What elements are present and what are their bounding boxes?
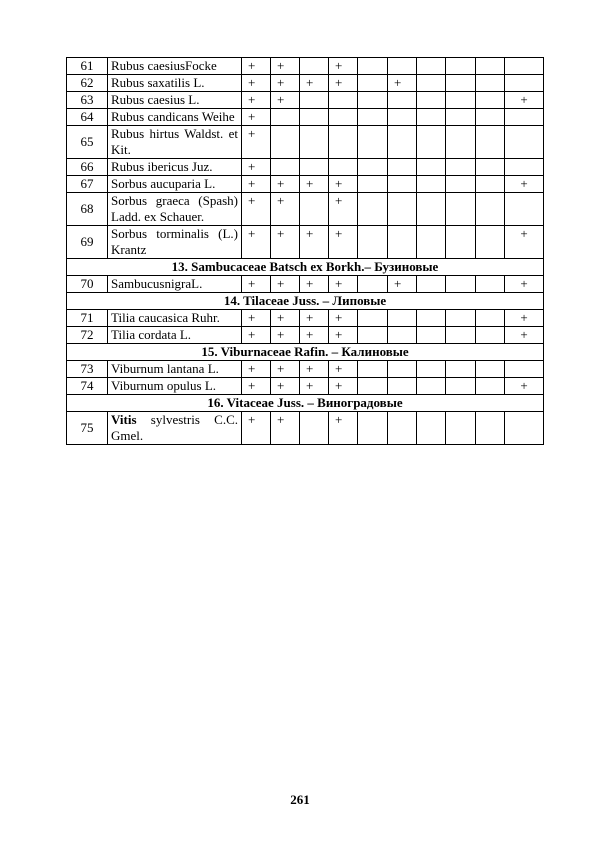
- presence-mark: [505, 58, 544, 75]
- presence-mark: [446, 412, 476, 445]
- presence-mark: [358, 126, 388, 159]
- presence-mark: +: [329, 412, 358, 445]
- presence-mark: [271, 126, 300, 159]
- row-number: 74: [67, 378, 108, 395]
- presence-mark: [476, 193, 505, 226]
- presence-mark: +: [300, 226, 329, 259]
- presence-mark: [388, 126, 417, 159]
- presence-mark: +: [300, 310, 329, 327]
- page-number: 261: [290, 792, 310, 807]
- presence-mark: [476, 276, 505, 293]
- table-row: [67, 193, 544, 226]
- species-name: Sorbus torminalis (L.) Krantz: [108, 226, 242, 259]
- presence-mark: +: [242, 58, 271, 75]
- row-number: 68: [67, 193, 108, 226]
- presence-mark: +: [329, 378, 358, 395]
- presence-mark: +: [242, 92, 271, 109]
- species-name: Rubus hirtus Waldst. et Kit.: [108, 126, 242, 159]
- presence-mark: [476, 126, 505, 159]
- species-table-grid: [66, 57, 544, 445]
- presence-mark: [476, 378, 505, 395]
- presence-mark: [476, 92, 505, 109]
- presence-mark: [300, 193, 329, 226]
- presence-mark: [329, 126, 358, 159]
- row-number: 71: [67, 310, 108, 327]
- family-heading: 15. Viburnaceae Rafin. – Калиновые: [67, 344, 544, 361]
- species-epithet: sylvestris C.C. Gmel.: [111, 412, 238, 443]
- presence-mark: [446, 378, 476, 395]
- presence-mark: +: [300, 361, 329, 378]
- presence-mark: [476, 75, 505, 92]
- table-row: [67, 109, 544, 126]
- row-number: 70: [67, 276, 108, 293]
- presence-mark: [388, 226, 417, 259]
- species-name: Viburnum lantana L.: [108, 361, 242, 378]
- presence-mark: +: [329, 226, 358, 259]
- presence-mark: [388, 58, 417, 75]
- presence-mark: [446, 58, 476, 75]
- presence-mark: [300, 58, 329, 75]
- presence-mark: [417, 176, 446, 193]
- presence-mark: +: [242, 327, 271, 344]
- presence-mark: +: [271, 276, 300, 293]
- row-number: 67: [67, 176, 108, 193]
- presence-mark: +: [329, 361, 358, 378]
- family-heading-row: [67, 259, 544, 276]
- presence-mark: [505, 109, 544, 126]
- table-row: [67, 75, 544, 92]
- presence-mark: +: [242, 361, 271, 378]
- row-number: 69: [67, 226, 108, 259]
- presence-mark: +: [242, 276, 271, 293]
- presence-mark: +: [300, 327, 329, 344]
- presence-mark: [417, 58, 446, 75]
- presence-mark: +: [505, 176, 544, 193]
- presence-mark: [505, 75, 544, 92]
- species-name: Viburnum opulus L.: [108, 378, 242, 395]
- presence-mark: +: [505, 226, 544, 259]
- table-row: [67, 361, 544, 378]
- row-number: 64: [67, 109, 108, 126]
- presence-mark: [329, 159, 358, 176]
- presence-mark: [358, 226, 388, 259]
- presence-mark: [446, 226, 476, 259]
- presence-mark: +: [329, 193, 358, 226]
- presence-mark: [476, 58, 505, 75]
- presence-mark: [417, 276, 446, 293]
- species-name: Tilia cordata L.: [108, 327, 242, 344]
- presence-mark: [388, 109, 417, 126]
- species-name: Rubus caesius L.: [108, 92, 242, 109]
- presence-mark: [446, 176, 476, 193]
- family-heading: 13. Sambucaceae Batsch ex Borkh.– Бузиновые: [67, 259, 544, 276]
- presence-mark: +: [242, 226, 271, 259]
- presence-mark: [446, 92, 476, 109]
- row-number: 75: [67, 412, 108, 445]
- presence-mark: [388, 310, 417, 327]
- presence-mark: [358, 276, 388, 293]
- table-row: [67, 327, 544, 344]
- presence-mark: [417, 378, 446, 395]
- species-name: Rubus candicans Weihe: [108, 109, 242, 126]
- presence-mark: [417, 126, 446, 159]
- presence-mark: [358, 176, 388, 193]
- presence-mark: +: [242, 412, 271, 445]
- presence-mark: +: [271, 412, 300, 445]
- presence-mark: [446, 193, 476, 226]
- table-row: [67, 276, 544, 293]
- family-heading-row: [67, 395, 544, 412]
- presence-mark: +: [242, 126, 271, 159]
- presence-mark: [329, 109, 358, 126]
- presence-mark: [476, 159, 505, 176]
- presence-mark: [446, 327, 476, 344]
- presence-mark: +: [329, 327, 358, 344]
- presence-mark: +: [300, 378, 329, 395]
- table-row: [67, 226, 544, 259]
- presence-mark: [388, 412, 417, 445]
- presence-mark: [358, 327, 388, 344]
- presence-mark: [476, 327, 505, 344]
- row-number: 63: [67, 92, 108, 109]
- presence-mark: [417, 92, 446, 109]
- presence-mark: [476, 310, 505, 327]
- presence-mark: [300, 159, 329, 176]
- species-table-body: [67, 58, 544, 445]
- presence-mark: +: [242, 378, 271, 395]
- species-name: Tilia caucasica Ruhr.: [108, 310, 242, 327]
- presence-mark: +: [271, 327, 300, 344]
- table-row: [67, 176, 544, 193]
- presence-mark: +: [505, 327, 544, 344]
- presence-mark: [446, 361, 476, 378]
- presence-mark: +: [300, 75, 329, 92]
- presence-mark: [358, 159, 388, 176]
- presence-mark: [417, 412, 446, 445]
- presence-mark: +: [271, 378, 300, 395]
- presence-mark: [446, 126, 476, 159]
- presence-mark: [505, 361, 544, 378]
- presence-mark: [388, 193, 417, 226]
- presence-mark: +: [505, 310, 544, 327]
- presence-mark: [446, 109, 476, 126]
- presence-mark: [271, 159, 300, 176]
- presence-mark: [417, 193, 446, 226]
- presence-mark: [358, 193, 388, 226]
- presence-mark: +: [242, 109, 271, 126]
- presence-mark: [505, 193, 544, 226]
- presence-mark: [388, 159, 417, 176]
- row-number: 65: [67, 126, 108, 159]
- table-row: [67, 378, 544, 395]
- presence-mark: [505, 412, 544, 445]
- presence-mark: +: [271, 176, 300, 193]
- species-name: Rubus saxatilis L.: [108, 75, 242, 92]
- presence-mark: +: [329, 276, 358, 293]
- presence-mark: [358, 310, 388, 327]
- presence-mark: [417, 310, 446, 327]
- presence-mark: [271, 109, 300, 126]
- presence-mark: +: [505, 276, 544, 293]
- presence-mark: [388, 176, 417, 193]
- presence-mark: [505, 159, 544, 176]
- presence-mark: +: [505, 92, 544, 109]
- presence-mark: [417, 226, 446, 259]
- species-name: Rubus caesiusFocke: [108, 58, 242, 75]
- presence-mark: [300, 412, 329, 445]
- species-name: [108, 412, 242, 445]
- presence-mark: [446, 276, 476, 293]
- presence-mark: +: [300, 176, 329, 193]
- presence-mark: [388, 92, 417, 109]
- row-number: 66: [67, 159, 108, 176]
- presence-mark: +: [329, 75, 358, 92]
- presence-mark: [417, 327, 446, 344]
- table-row: [67, 310, 544, 327]
- presence-mark: [417, 159, 446, 176]
- presence-mark: [358, 378, 388, 395]
- presence-mark: +: [388, 276, 417, 293]
- presence-mark: [388, 361, 417, 378]
- family-heading: 14. Tilaceae Juss. – Липовые: [67, 293, 544, 310]
- presence-mark: [358, 58, 388, 75]
- presence-mark: +: [271, 310, 300, 327]
- presence-mark: +: [271, 361, 300, 378]
- row-number: 73: [67, 361, 108, 378]
- presence-mark: [446, 159, 476, 176]
- species-name: Rubus ibericus Juz.: [108, 159, 242, 176]
- presence-mark: [505, 126, 544, 159]
- table-row: [67, 126, 544, 159]
- presence-mark: [446, 310, 476, 327]
- presence-mark: [388, 378, 417, 395]
- row-number: 62: [67, 75, 108, 92]
- row-number: 61: [67, 58, 108, 75]
- presence-mark: +: [242, 310, 271, 327]
- family-heading: 16. Vitaceae Juss. – Виноградовые: [67, 395, 544, 412]
- presence-mark: +: [329, 310, 358, 327]
- presence-mark: [417, 109, 446, 126]
- presence-mark: [417, 361, 446, 378]
- presence-mark: +: [242, 176, 271, 193]
- table-row: [67, 92, 544, 109]
- presence-mark: +: [329, 176, 358, 193]
- presence-mark: +: [271, 75, 300, 92]
- presence-mark: +: [242, 75, 271, 92]
- presence-mark: +: [271, 226, 300, 259]
- presence-mark: +: [505, 378, 544, 395]
- presence-mark: +: [329, 58, 358, 75]
- row-number: 72: [67, 327, 108, 344]
- family-heading-row: [67, 344, 544, 361]
- species-name: Sorbus graeca (Spash) Ladd. ex Schauer.: [108, 193, 242, 226]
- presence-mark: [476, 109, 505, 126]
- presence-mark: +: [300, 276, 329, 293]
- presence-mark: [300, 126, 329, 159]
- presence-mark: [476, 226, 505, 259]
- presence-mark: [446, 75, 476, 92]
- species-name: SambucusnigraL.: [108, 276, 242, 293]
- presence-mark: [417, 75, 446, 92]
- presence-mark: [358, 361, 388, 378]
- presence-mark: [329, 92, 358, 109]
- presence-mark: +: [388, 75, 417, 92]
- presence-mark: [300, 92, 329, 109]
- presence-mark: +: [271, 193, 300, 226]
- presence-mark: +: [242, 193, 271, 226]
- table-row: [67, 58, 544, 75]
- table-row: [67, 159, 544, 176]
- presence-mark: [358, 75, 388, 92]
- presence-mark: [476, 361, 505, 378]
- presence-mark: [358, 109, 388, 126]
- presence-mark: +: [271, 58, 300, 75]
- species-name: Sorbus aucuparia L.: [108, 176, 242, 193]
- presence-mark: +: [271, 92, 300, 109]
- table-row: [67, 412, 544, 445]
- presence-mark: [358, 92, 388, 109]
- presence-mark: +: [242, 159, 271, 176]
- species-genus: Vitis: [111, 412, 137, 427]
- presence-mark: [358, 412, 388, 445]
- presence-mark: [476, 176, 505, 193]
- presence-mark: [476, 412, 505, 445]
- presence-mark: [388, 327, 417, 344]
- species-table: [66, 57, 543, 445]
- family-heading-row: [67, 293, 544, 310]
- presence-mark: [300, 109, 329, 126]
